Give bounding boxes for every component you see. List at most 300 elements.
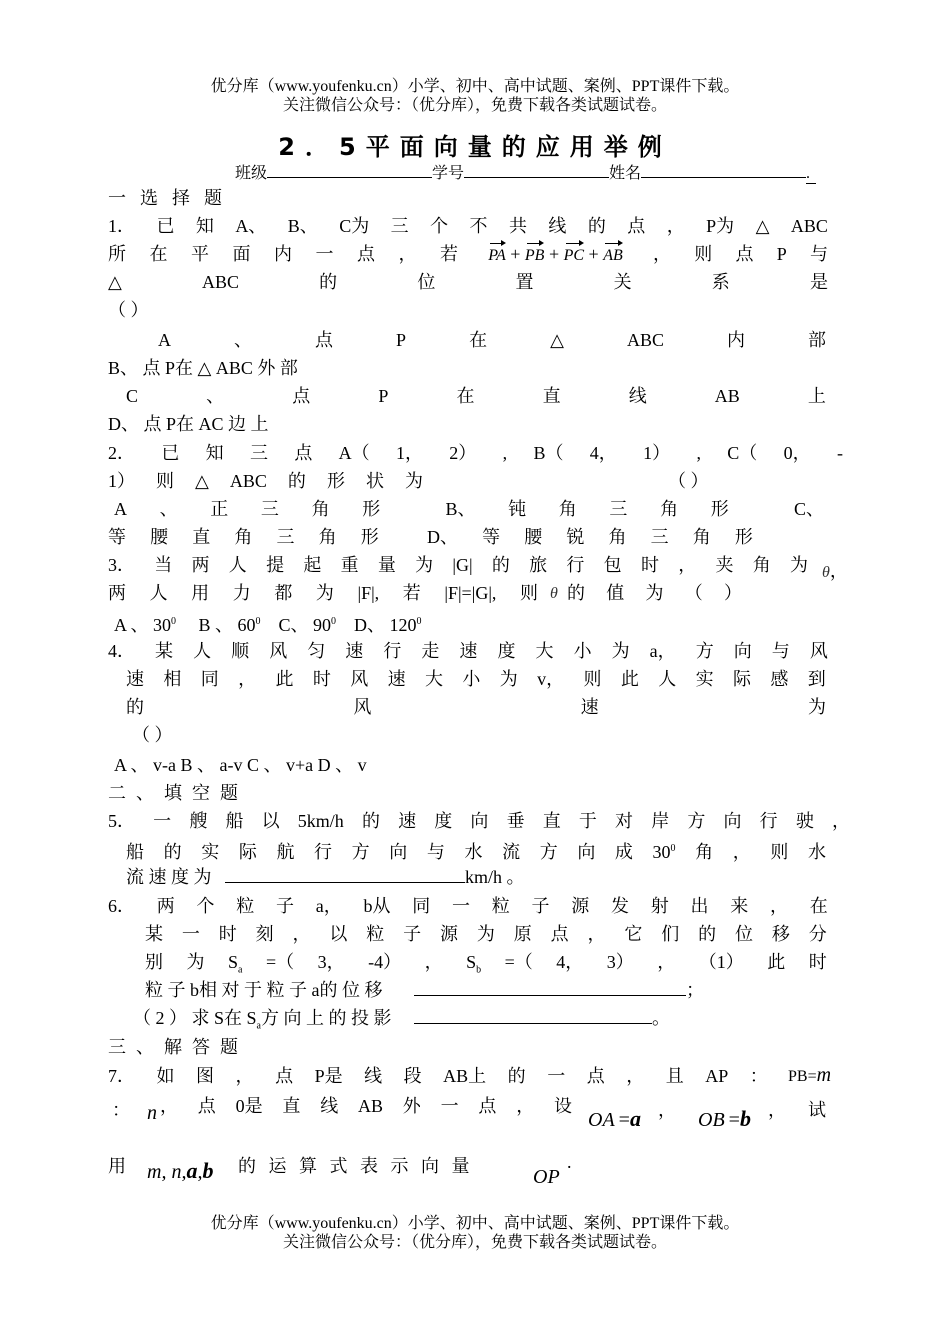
text-token: 子 <box>403 924 422 944</box>
text-token: 平 <box>191 244 209 264</box>
text-token: 与 <box>426 842 445 862</box>
plus-sign: + <box>510 244 521 264</box>
text-token: P是 <box>314 1066 343 1086</box>
text-token: 上 <box>807 386 826 406</box>
text-token: （1） <box>698 952 744 972</box>
text-token: 一 <box>153 811 172 831</box>
text-token: C（ <box>727 443 758 463</box>
text-token: 已 <box>161 443 180 463</box>
text-token: |F|=|G|, <box>444 583 497 603</box>
text-token: 感 <box>770 669 789 689</box>
comma: ， <box>829 561 848 581</box>
text-token: 的 <box>507 1066 526 1086</box>
text-token: 向 <box>733 641 752 661</box>
q1-line-2b <box>653 244 828 264</box>
q2-answer-paren: （ ） <box>668 471 709 491</box>
text-token: P <box>378 386 389 406</box>
text-token: 别 <box>145 952 163 972</box>
text-token: 以 <box>329 924 348 944</box>
q6-line-1 <box>108 896 828 916</box>
text-token: 以 <box>261 811 280 831</box>
text-token: ， <box>398 244 417 264</box>
text-token: 位 <box>417 272 436 292</box>
text-token: 4， <box>589 443 617 463</box>
text-token: 在 <box>469 330 488 350</box>
subscript: b <box>476 964 482 976</box>
text-token: 顺 <box>231 641 250 661</box>
text-token: 所 <box>108 244 126 264</box>
q3-option-b: B 、 60 <box>198 615 256 635</box>
text-token: 0是 <box>235 1096 263 1116</box>
text-token: 的 <box>287 471 306 491</box>
name-label: 姓名 <box>609 165 642 182</box>
text-token: 风 <box>353 697 372 717</box>
q1-option-c <box>126 386 826 406</box>
q6-line-3 <box>145 952 827 981</box>
vector-b: b <box>739 1106 751 1131</box>
text-token: 为 <box>611 641 630 661</box>
text-token: 0， <box>783 443 811 463</box>
text-token: 一 <box>181 924 200 944</box>
text-token: 子 <box>531 896 550 916</box>
q6-line-2 <box>145 924 827 944</box>
text-token: 船 <box>225 811 244 831</box>
text-token: 与 <box>809 244 828 264</box>
text-token: 力 <box>232 583 251 603</box>
text-token: 共 <box>508 216 527 236</box>
q7-line-3: 的 运 算 式 表 示 向 量 <box>238 1156 474 1176</box>
text-token: AB <box>714 386 740 406</box>
text-token: ， <box>666 216 685 236</box>
text-token: 3， <box>317 952 345 972</box>
text-token: 腰 <box>524 527 543 547</box>
vector-a: a <box>186 1158 198 1183</box>
text-token: 风 <box>809 641 828 661</box>
text-token: A <box>114 499 127 519</box>
period: 。 <box>651 1008 670 1028</box>
text-token: 在 <box>149 244 168 264</box>
text-token: 6． <box>108 896 135 916</box>
degree-mark: 0 <box>331 616 337 627</box>
text-token: ， <box>424 952 443 972</box>
text-token: 两 <box>108 583 126 603</box>
q1-line-2a <box>108 244 458 264</box>
text-token: 为 <box>404 471 423 491</box>
text-token: 原 <box>513 924 532 944</box>
text-token: 为 <box>645 583 664 603</box>
text-token: 水 <box>807 842 826 862</box>
text-token: 内 <box>274 244 292 264</box>
q5-line-2 <box>126 839 826 862</box>
q5-unit: km/h 。 <box>465 867 525 887</box>
text-token: 等 <box>108 527 126 547</box>
q2-line-3 <box>114 499 824 519</box>
text-token: 速 <box>126 669 144 689</box>
text-token: b从 <box>363 896 391 916</box>
use-char: 用 <box>108 1156 126 1176</box>
text-token: 度 <box>434 811 453 831</box>
text-token: △ <box>755 216 770 236</box>
vec-ab: AB <box>603 247 623 264</box>
try-char: 试 <box>808 1100 826 1120</box>
ob-label: OB <box>698 1109 725 1131</box>
text-token: 1． <box>108 216 135 236</box>
text-token: 速 <box>459 641 478 661</box>
q3-line-1 <box>108 555 808 575</box>
text-token: ABC <box>790 216 828 236</box>
text-token: 实 <box>201 842 220 862</box>
text-token: ， <box>678 555 697 575</box>
q5-answer-blank[interactable] <box>225 868 465 883</box>
text-token: 则 <box>156 471 175 491</box>
class-field[interactable] <box>267 163 432 178</box>
text-token: 在 <box>456 386 475 406</box>
text-token: 知 <box>205 443 224 463</box>
pb-label: PB= <box>788 1068 817 1085</box>
text-token: 等 <box>482 527 501 547</box>
q1-vector-expr <box>488 244 623 266</box>
q7-line-2 <box>160 1096 572 1116</box>
text-token: △ <box>195 471 209 491</box>
text-token: 同 <box>412 896 431 916</box>
section-1-heading: 一选择题 <box>108 188 236 208</box>
class-label: 班级 <box>235 165 268 182</box>
text-token: ， <box>587 924 606 944</box>
text-token: 出 <box>690 896 709 916</box>
text-token: ， <box>160 1096 178 1116</box>
text-token: 位 <box>735 924 753 944</box>
text-token: 则 <box>770 842 789 862</box>
number-field[interactable] <box>464 163 609 178</box>
text-token: 2） <box>449 443 477 463</box>
text-token: 角 <box>695 842 714 862</box>
text-token: 于 <box>578 811 597 831</box>
comma: ， <box>768 1100 786 1120</box>
text-token: 方 <box>687 811 706 831</box>
text-token: 值 <box>606 583 625 603</box>
text-token: 某 <box>155 641 174 661</box>
text-token: 角 <box>692 527 711 547</box>
text-token: 一 <box>547 1066 566 1086</box>
text-token: $S_b$ <box>466 952 482 976</box>
text-token: 子 <box>276 896 294 916</box>
text-token: 速 <box>345 641 364 661</box>
q2-line-2 <box>108 471 423 491</box>
text-token: 实 <box>695 669 714 689</box>
oa-expression <box>588 1106 641 1132</box>
text-token: AB <box>357 1096 383 1116</box>
text-token: 面 <box>232 244 251 264</box>
text-token: 水 <box>464 842 483 862</box>
text-token: P为 <box>706 216 735 236</box>
text-token: 的 <box>163 842 182 862</box>
op-label: OP <box>533 1166 560 1188</box>
text-token: 角 <box>311 499 330 519</box>
text-token: v， <box>537 669 565 689</box>
q4-line-1 <box>108 641 828 661</box>
text-token: 角 <box>608 527 627 547</box>
text-token: 3） <box>606 952 634 972</box>
text-token: 则 <box>520 583 538 603</box>
text-token: $30^0$ <box>652 842 676 862</box>
text-token: 若 <box>402 583 421 603</box>
text-token: 点 <box>735 244 754 264</box>
q3-option-d: D、 120 <box>354 615 417 635</box>
q4-line-2 <box>126 669 826 689</box>
text-token: 速 <box>580 697 599 717</box>
text-token: 线 <box>548 216 567 236</box>
text-token: 岸 <box>651 811 670 831</box>
text-token: 系 <box>711 272 730 292</box>
q6-line-4-text: 粒 子 b相 对 于 粒 子 a的 位 移 <box>145 980 383 1000</box>
text-token: ， <box>831 811 850 831</box>
text-token: 7． <box>108 1066 135 1086</box>
q6-answer-blank-1[interactable] <box>414 981 686 996</box>
text-token: 点 <box>586 1066 605 1086</box>
comma: ， <box>658 1100 676 1120</box>
text-token: 走 <box>421 641 440 661</box>
text-token: 5km/h <box>297 811 344 831</box>
text-token: 角 <box>318 527 337 547</box>
text-token: 且 <box>665 1066 684 1086</box>
text-token: 粒 <box>491 896 510 916</box>
text-token: △ <box>550 330 564 350</box>
subscript-a: a <box>256 1020 261 1032</box>
text-token: 此 <box>620 669 639 689</box>
text-token: 对 <box>615 811 634 831</box>
text-token: 4， <box>556 952 584 972</box>
text-token: 直 <box>542 386 561 406</box>
text-token: 风 <box>269 641 288 661</box>
text-token: 速 <box>398 811 417 831</box>
q6-answer-blank-2[interactable] <box>414 1009 652 1024</box>
text-token: =（ <box>504 952 533 972</box>
text-token: 相 <box>163 669 182 689</box>
text-token: 线 <box>364 1066 383 1086</box>
text-token: ， <box>770 896 788 916</box>
semicolon: ； <box>686 980 704 1000</box>
q2-line-4 <box>108 527 753 547</box>
text-token: A <box>158 330 171 350</box>
text-token: 、 <box>206 386 225 406</box>
text-token: 则 <box>694 244 713 264</box>
text-token: 行 <box>566 555 585 575</box>
text-token: 已 <box>156 216 175 236</box>
text-token: 方 <box>539 842 558 862</box>
q4-options: A 、 v-a B 、 a-v C 、 v+a D 、 v <box>114 755 367 775</box>
text-token: 旅 <box>529 555 548 575</box>
text-token: 度 <box>497 641 516 661</box>
text-token: a， <box>315 896 342 916</box>
text-token: 角 <box>752 555 771 575</box>
text-token: 风 <box>350 669 369 689</box>
text-token: P <box>776 244 787 264</box>
q1-answer-paren: （ ） <box>108 300 149 320</box>
theta-symbol-2: θ <box>550 585 558 602</box>
text-token: 成 <box>614 842 633 862</box>
text-token: 移 <box>771 924 790 944</box>
text-token: 船 <box>126 842 144 862</box>
text-token: 的 <box>698 924 717 944</box>
footer-line-2: 关注微信公众号：（优分库），免费下载各类试题试卷。 <box>282 1234 667 1251</box>
text-token: 三 <box>249 443 268 463</box>
q3-options <box>114 612 422 635</box>
text-token: 两 <box>156 896 175 916</box>
text-token: 若 <box>440 244 458 264</box>
text-token: 点 <box>275 1066 294 1086</box>
q3-line-2b <box>567 583 742 603</box>
text-token: 为 <box>186 952 205 972</box>
text-token: 时 <box>218 924 237 944</box>
text-token: 源 <box>571 896 590 916</box>
text-token: ， <box>732 842 751 862</box>
text-token: 时 <box>808 952 827 972</box>
q5-line-3-text: 流 速 度 为 <box>126 867 212 887</box>
text-token: 角 <box>234 527 253 547</box>
text-token: 1， <box>395 443 423 463</box>
text-token: B、 <box>287 216 318 236</box>
text-token: |G| <box>452 555 473 575</box>
text-token: 点 <box>357 244 375 264</box>
text-token: 点 <box>627 216 646 236</box>
vector-b: b <box>202 1158 214 1183</box>
text-token: B（ <box>533 443 564 463</box>
text-token: 外 <box>402 1096 421 1116</box>
text-token: 1） <box>643 443 671 463</box>
text-token: 某 <box>145 924 163 944</box>
theta-symbol: θ <box>822 564 830 581</box>
text-token: 是 <box>809 272 828 292</box>
text-token: AP <box>705 1066 729 1086</box>
text-token: , <box>696 443 701 463</box>
q7-colon: ： <box>112 1100 130 1120</box>
text-token: A（ <box>338 443 370 463</box>
text-token: 它 <box>624 924 643 944</box>
text-token: 状 <box>365 471 384 491</box>
text-token: 直 <box>282 1096 301 1116</box>
text-token: 量 <box>377 555 396 575</box>
text-token: 行 <box>759 811 778 831</box>
text-token: 驶 <box>795 811 814 831</box>
text-token: 三 <box>650 527 669 547</box>
text-token: $S_a$ <box>228 952 243 976</box>
text-token: P <box>396 330 407 350</box>
q1-option-b: B、 点 P在 △ ABC 外 部 <box>108 358 298 378</box>
text-token: 重 <box>340 555 359 575</box>
text-token: 当 <box>154 555 173 575</box>
text-token: ， <box>292 924 311 944</box>
header-line-1: 优分库（www.youfenku.cn）小学、初中、高中试题、案例、PPT课件下载。 <box>210 78 740 95</box>
text-token: 的 <box>567 583 585 603</box>
vec-pb: PB <box>524 247 545 264</box>
text-token: 人 <box>149 583 168 603</box>
text-token: 用 <box>191 583 210 603</box>
text-token: 的 <box>126 697 144 717</box>
degree-mark: 0 <box>416 616 422 627</box>
text-token: 置 <box>515 272 534 292</box>
text-token: 点 <box>315 330 334 350</box>
text-token: 的 <box>361 811 380 831</box>
text-token: C <box>126 386 139 406</box>
text-token: ABC <box>202 272 240 292</box>
text-token: （ <box>684 583 703 603</box>
text-token: 不 <box>469 216 488 236</box>
text-token: 为 <box>807 697 826 717</box>
text-token: 人 <box>193 641 212 661</box>
text-token: 向 <box>723 811 742 831</box>
text-token: C、 <box>793 499 824 519</box>
ob-expression <box>698 1106 751 1132</box>
text-token: 、 <box>234 330 253 350</box>
text-token: 流 <box>502 842 521 862</box>
text-token: 直 <box>542 811 561 831</box>
q6-line-4 <box>145 980 704 1000</box>
q6-line-5 <box>133 1008 670 1037</box>
text-token: - <box>836 443 843 463</box>
text-token: 此 <box>767 952 786 972</box>
text-token: 为 <box>499 669 518 689</box>
text-token: 个 <box>196 896 215 916</box>
vector-a: a <box>629 1106 641 1131</box>
symbol-n: n <box>147 1102 157 1124</box>
text-token: 段 <box>403 1066 422 1086</box>
text-token: 内 <box>726 330 745 350</box>
q6-line-5-text: （ 2 ） 求 S在 S <box>133 1008 257 1028</box>
q7-line-1 <box>108 1066 768 1086</box>
vec-pa: PA <box>488 247 506 264</box>
text-token: 正 <box>210 499 229 519</box>
text-token: ABC <box>626 330 664 350</box>
text-token: 形 <box>734 527 753 547</box>
text-token: 发 <box>611 896 629 916</box>
q6-line-5b-text: 方 向 上 的 投 影 <box>260 1008 392 1028</box>
plus-sign: + <box>548 244 560 264</box>
text-token: 为 <box>476 924 495 944</box>
text-token: ， <box>516 1096 535 1116</box>
text-token: 分 <box>808 924 827 944</box>
text-token: 此 <box>275 669 294 689</box>
text-token: 直 <box>192 527 211 547</box>
text-token: 行 <box>314 842 333 862</box>
section-3-heading: 三、解答题 <box>108 1037 248 1057</box>
text-token: 角 <box>660 499 679 519</box>
text-token: 为 <box>315 583 334 603</box>
text-token: 两 <box>191 555 210 575</box>
text-token: 形 <box>710 499 729 519</box>
text-token: ， <box>657 952 676 972</box>
q1-line-3 <box>108 272 828 292</box>
text-token: 三 <box>260 499 279 519</box>
text-token: 匀 <box>307 641 326 661</box>
text-token: 起 <box>303 555 322 575</box>
page-title: 2．5平面向量的应用举例 <box>278 133 672 161</box>
text-token: =（ <box>265 952 295 972</box>
text-token: ： <box>749 1066 768 1086</box>
name-field[interactable] <box>641 163 806 178</box>
text-token: 夹 <box>715 555 734 575</box>
text-token: 点 <box>478 1096 497 1116</box>
text-token: 包 <box>603 555 622 575</box>
section-2-heading: 二、填空题 <box>108 783 248 803</box>
text-token: D、 <box>427 527 458 547</box>
text-token: 的 <box>491 555 510 575</box>
text-token: 方 <box>695 641 714 661</box>
text-token: A、 <box>235 216 267 236</box>
text-token: 钝 <box>508 499 527 519</box>
q7-ratio <box>788 1064 831 1087</box>
text-token: 向 <box>470 811 489 831</box>
text-token: 为 <box>415 555 434 575</box>
